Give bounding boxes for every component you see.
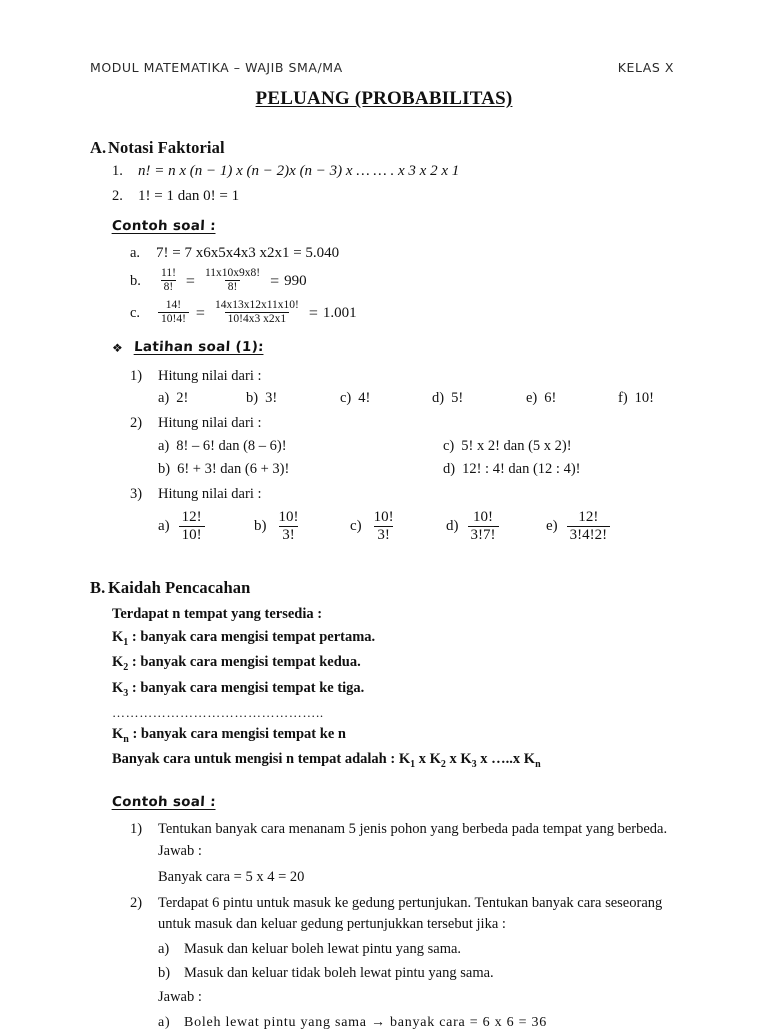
option-item <box>446 510 546 545</box>
fraction-denominator: 8! <box>225 280 241 295</box>
fraction-numerator: 11! <box>161 267 176 280</box>
example-item-c <box>130 300 768 327</box>
latihan-question-3 <box>130 484 768 546</box>
definition-summary <box>112 748 768 773</box>
option-value: 5! x 2! dan (5 x 2)! <box>461 438 572 455</box>
summary-sub-2: 2 <box>440 758 446 770</box>
example-marker: b. <box>130 273 141 290</box>
option-value: Masuk dan keluar boleh lewat pintu yang sama. <box>184 940 462 957</box>
fraction-numerator: 10! <box>373 509 394 526</box>
option-label: a) <box>158 518 170 535</box>
fraction-denominator: 10!4x3 x2x1 <box>225 312 289 327</box>
question-marker: 1) <box>130 367 143 384</box>
option-value: 5! <box>451 389 464 406</box>
dotted-leader: ……………………………………….. <box>112 704 324 720</box>
rule-marker: 2. <box>112 187 123 204</box>
question-marker: 2) <box>130 415 143 432</box>
k-subscript: 2 <box>123 662 129 674</box>
example-marker: c. <box>130 304 141 321</box>
definition-k1 <box>112 626 768 651</box>
option-grid <box>158 388 768 410</box>
section-a-examples <box>130 243 768 328</box>
diamond-bullet-icon: ❖ <box>112 341 123 356</box>
k-text: : banyak cara mengisi tempat kedua. <box>128 654 361 671</box>
summary-prefix: Banyak cara untuk mengisi n tempat adalah : K <box>112 750 411 767</box>
example-2-options <box>158 939 768 984</box>
option-value: 8! – 6! dan (8 – 6)! <box>176 438 287 455</box>
example-prompt-line-2: berbeda. <box>617 820 668 837</box>
latihan-question-2 <box>130 413 768 480</box>
example-marker: 1) <box>130 820 143 837</box>
option-label: a) <box>158 389 170 406</box>
example-item-a <box>130 243 768 265</box>
definition-k2 <box>112 651 768 676</box>
option-label: d) <box>446 518 459 535</box>
option-item <box>158 388 246 410</box>
example-prompt <box>158 819 667 840</box>
option-label: c) <box>443 438 455 455</box>
header-right-text: KELAS X <box>617 60 674 75</box>
option-item <box>254 510 350 545</box>
fraction-rhs <box>202 267 263 294</box>
option-item <box>350 510 446 545</box>
option-value: 6! <box>544 389 557 406</box>
fraction <box>179 509 205 544</box>
section-b-example-2 <box>130 893 768 1033</box>
option-label: a) <box>158 940 170 957</box>
option-grid <box>158 435 768 480</box>
question-prompt: Hitung nilai dari : <box>158 415 262 432</box>
section-b-letter: B. <box>90 577 106 597</box>
contoh-soal-text: Contoh soal : <box>111 217 217 234</box>
fraction <box>371 509 397 544</box>
option-value: 2! <box>176 389 189 406</box>
option-value: 6! + 3! dan (6 + 3)! <box>177 460 290 477</box>
fraction-numerator: 10! <box>473 509 493 526</box>
section-b-title: Kaidah Pencacahan <box>108 577 251 597</box>
option-item <box>618 388 768 410</box>
k-symbol: K <box>112 679 124 696</box>
fraction-denominator: 3!7! <box>468 526 499 545</box>
option-value: 12! : 4! dan (12 : 4)! <box>462 460 581 477</box>
option-label: e) <box>526 389 538 406</box>
option-item <box>432 388 526 410</box>
section-heading-a <box>90 138 768 158</box>
example-prompt-row <box>130 893 768 935</box>
option-grid-fractions <box>158 510 768 545</box>
question-prompt-row <box>130 413 768 434</box>
k-symbol: K <box>112 654 124 671</box>
option-value: 3! <box>265 389 278 406</box>
example-prompt-line-2: seseorang untuk masuk dan keluar gedung pertunjukkan tersebut jika : <box>158 894 663 932</box>
example-result: 1.001 <box>322 304 357 321</box>
equals-sign: = <box>185 273 195 291</box>
fraction-numerator: 14x13x12x11x10! <box>214 298 299 311</box>
section-a-rules <box>112 161 768 208</box>
option-label: b) <box>254 518 267 535</box>
definition-k3 <box>112 677 768 702</box>
fraction-lhs <box>158 267 179 294</box>
fraction <box>567 509 611 544</box>
latihan-soal-heading <box>112 338 768 358</box>
example-prompt-line-1: Tentukan banyak cara menanam 5 jenis pohon yang berbeda pada tempat yang <box>158 820 614 837</box>
option-label: b) <box>158 964 171 981</box>
example-marker: 2) <box>130 894 143 911</box>
rule-item <box>112 161 768 183</box>
k-text: : banyak cara mengisi tempat ke n <box>128 725 346 742</box>
equals-sign: = <box>195 304 205 322</box>
k-subscript: n <box>123 733 129 745</box>
option-value: Masuk dan keluar tidak boleh lewat pintu yang sama. <box>184 964 494 981</box>
k-symbol: K <box>112 629 124 646</box>
k-subscript: 3 <box>123 687 129 699</box>
summary-sub-1: 1 <box>410 758 416 770</box>
summary-part-3: x K <box>445 750 472 767</box>
option-item <box>158 939 768 960</box>
option-item <box>158 458 443 480</box>
option-item <box>340 388 432 410</box>
option-label: b) <box>246 389 259 406</box>
option-item <box>158 963 768 984</box>
example-prompt <box>158 893 678 935</box>
fraction-denominator: 3! <box>279 526 298 545</box>
summary-sub-3: 3 <box>471 758 477 770</box>
equals-sign: = <box>308 304 318 322</box>
k-text: : banyak cara mengisi tempat ke tiga. <box>128 679 365 696</box>
latihan-soal-text: Latihan soal (1): <box>133 339 265 356</box>
latihan-question-1 <box>130 366 768 410</box>
answer-value: Boleh lewat pintu yang sama → banyak cara = 6 x 6 = 36 <box>184 1014 548 1030</box>
fraction-numerator: 12! <box>578 509 599 526</box>
question-marker: 3) <box>130 486 143 503</box>
summary-sub-n: n <box>535 758 541 770</box>
option-label: b) <box>158 460 171 477</box>
equals-sign: = <box>270 273 280 291</box>
fraction-lhs <box>158 299 189 326</box>
example-prompt-line-1: Terdapat 6 pintu untuk masuk ke gedung pertunjukan. Tentukan banyak cara <box>158 894 602 911</box>
option-item <box>158 510 254 545</box>
running-header <box>90 60 674 75</box>
option-item <box>526 388 618 410</box>
summary-part-2: x K <box>415 750 441 767</box>
fraction-denominator: 10!4! <box>158 312 189 327</box>
option-item <box>443 435 768 457</box>
example-text: 7! = 7 x6x5x4x3 x2x1 = 5.040 <box>156 244 340 261</box>
page-title-text: PELUANG (PROBABILITAS) <box>255 88 513 109</box>
option-label: a) <box>158 438 170 455</box>
question-prompt-row <box>130 366 768 387</box>
option-label: f) <box>618 389 628 406</box>
question-prompt: Hitung nilai dari : <box>158 486 262 503</box>
rule-item <box>112 186 768 208</box>
example-marker: a. <box>130 244 141 261</box>
rule-text: 1! = 1 dan 0! = 1 <box>138 187 240 204</box>
definition-kn <box>112 723 768 748</box>
page-title <box>0 88 768 110</box>
fraction-rhs <box>212 299 302 326</box>
question-prompt: Hitung nilai dari : <box>158 367 262 384</box>
k-subscript: 1 <box>123 637 129 649</box>
example-result: 990 <box>284 273 307 290</box>
example-prompt-row <box>130 819 768 840</box>
fraction-numerator: 10! <box>278 509 299 526</box>
option-item <box>443 458 768 480</box>
rule-text: n! = n x (n − 1) x (n − 2)x (n − 3) x … … . x 3 x 2 x 1 <box>138 163 460 179</box>
header-left-text: MODUL MATEMATIKA – WAJIB SMA/MA <box>90 60 343 75</box>
option-item <box>158 435 443 457</box>
fraction-denominator: 3!4!2! <box>567 526 611 545</box>
answer-label: a) <box>158 1014 171 1030</box>
question-prompt-row <box>130 484 768 505</box>
option-item <box>246 388 340 410</box>
fraction-numerator: 11x10x9x8! <box>204 267 261 280</box>
section-a-letter: A. <box>90 138 107 157</box>
contoh-soal-text: Contoh soal : <box>111 793 217 810</box>
jawab-answer-row <box>158 1013 768 1033</box>
k-text: : banyak cara mengisi tempat pertama. <box>128 629 376 646</box>
fraction-denominator: 3! <box>374 526 393 545</box>
option-value: 10! <box>634 389 655 406</box>
example-item-b <box>130 268 768 295</box>
fraction-numerator: 14! <box>165 298 182 311</box>
fraction-denominator: 10! <box>179 526 205 545</box>
option-label: d) <box>443 460 456 477</box>
jawab-label: Jawab : <box>158 842 202 859</box>
jawab-answer: Banyak cara = 5 x 4 = 20 <box>158 868 305 885</box>
document-body <box>0 126 768 1033</box>
summary-part-4: x …..x K <box>476 750 536 767</box>
section-heading-b <box>90 578 768 598</box>
option-label: e) <box>546 518 558 535</box>
section-a-title: Notasi Faktorial <box>108 138 225 157</box>
section-b-example-1 <box>130 819 768 888</box>
section-b-definition-block <box>112 603 768 773</box>
option-value: 4! <box>358 389 371 406</box>
option-label: d) <box>432 389 445 406</box>
option-label: c) <box>340 389 352 406</box>
fraction <box>468 509 499 544</box>
option-item <box>546 510 768 545</box>
fraction-numerator: 12! <box>181 509 202 526</box>
jawab-label: Jawab : <box>158 988 202 1005</box>
contoh-soal-label-b <box>112 793 768 811</box>
option-label: c) <box>350 518 362 535</box>
fraction <box>276 509 302 544</box>
k-symbol: K <box>112 725 124 742</box>
rule-marker: 1. <box>112 163 123 179</box>
contoh-soal-label-a <box>112 217 768 235</box>
fraction-denominator: 8! <box>161 280 177 295</box>
definition-intro: Terdapat n tempat yang tersedia : <box>112 605 323 622</box>
